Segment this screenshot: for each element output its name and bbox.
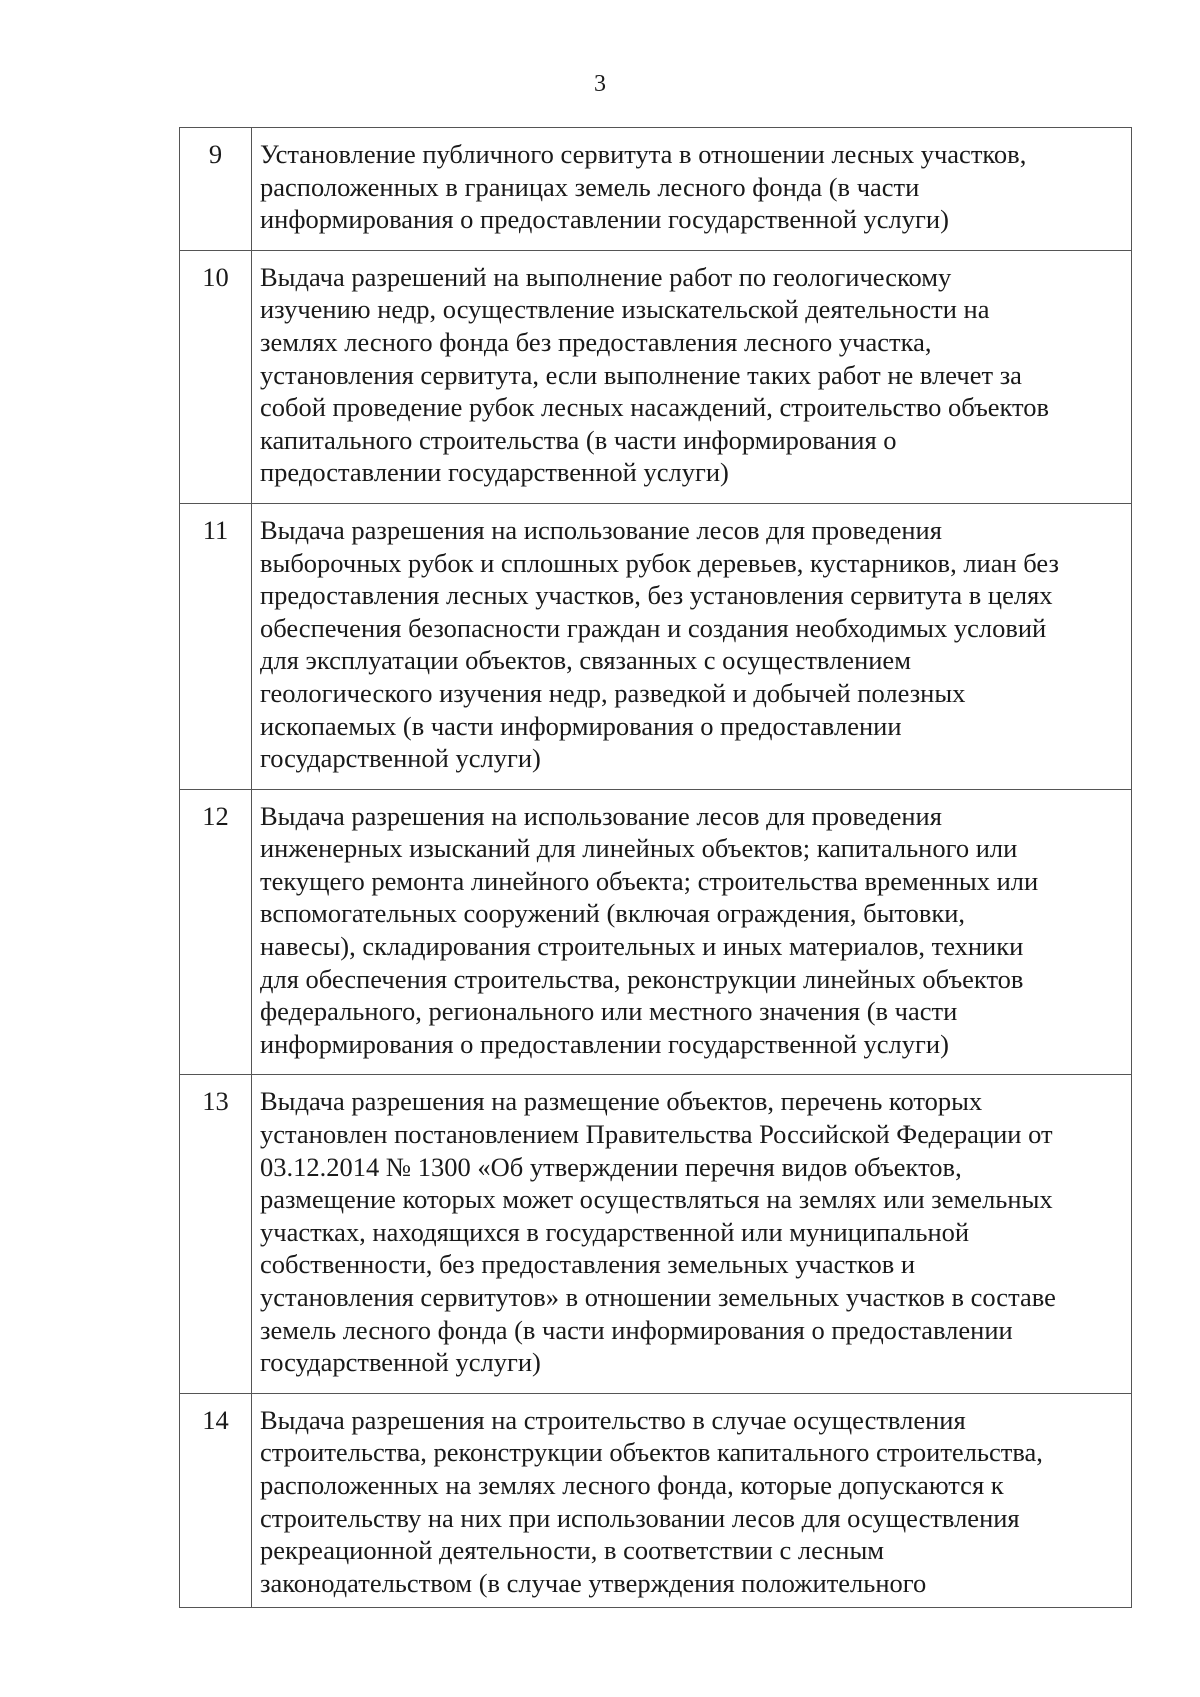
- service-description: Выдача разрешения на использование лесов для проведения выборочных рубок и сплошных рубок деревьев, кустарников, лиан без предоставления лесных участков, без установления сервитута в целях обеспечения безопасности граждан и создания необходимых условий для эксплуатации объектов, связанных с осуществлением геологического изучения недр, разведкой и добычей полезных ископаемых (в части информирования о предоставлении государственной услуги): [252, 503, 1132, 789]
- service-description: Установление публичного сервитута в отношении лесных участков, расположенных в границах земель лесного фонда (в части информирования о предоставлении государственной услуги): [252, 128, 1132, 251]
- table-row: [180, 1393, 1132, 1608]
- page-number: 3: [594, 71, 606, 97]
- row-number: 10: [180, 250, 252, 503]
- table-row: [180, 503, 1132, 789]
- row-number: 13: [180, 1075, 252, 1393]
- row-number: 9: [180, 128, 252, 251]
- row-number: 12: [180, 789, 252, 1075]
- service-description: Выдача разрешений на выполнение работ по геологическому изучению недр, осуществление изыскательской деятельности на землях лесного фонда без предоставления лесного участка, установления сервитута, если выполнение таких работ не влечет за собой проведение рубок лесных насаждений, строительство объектов капитального строительства (в части информирования о предоставлении государственной услуги): [252, 250, 1132, 503]
- table-row: [180, 250, 1132, 503]
- service-description: Выдача разрешения на строительство в случае осуществления строительства, реконструкции объектов капитального строительства, расположенных на землях лесного фонда, которые допускаются к строительству на них при использовании лесов для осуществления рекреационной деятельности, в соответствии с лесным законодательством (в случае утверждения положительного: [252, 1393, 1132, 1608]
- row-number: 11: [180, 503, 252, 789]
- table-row: [180, 128, 1132, 251]
- table-row: [180, 789, 1132, 1075]
- table-row: [180, 1075, 1132, 1393]
- service-description: Выдача разрешения на размещение объектов, перечень которых установлен постановлением Правительства Российской Федерации от 03.12.2014 № 1300 «Об утверждении перечня видов объектов, размещение которых может осуществляться на землях или земельных участках, находящихся в государственной или муниципальной собственности, без предоставления земельных участков и установления сервитутов» в отношении земельных участков в составе земель лесного фонда (в части информирования о предоставлении государственной услуги): [252, 1075, 1132, 1393]
- services-table: [179, 127, 1132, 1608]
- row-number: 14: [180, 1393, 252, 1608]
- service-description: Выдача разрешения на использование лесов для проведения инженерных изысканий для линейных объектов; капитального или текущего ремонта линейного объекта; строительства временных или вспомогательных сооружений (включая ограждения, бытовки, навесы), складирования строительных и иных материалов, техники для обеспечения строительства, реконструкции линейных объектов федерального, регионального или местного значения (в части информирования о предоставлении государственной услуги): [252, 789, 1132, 1075]
